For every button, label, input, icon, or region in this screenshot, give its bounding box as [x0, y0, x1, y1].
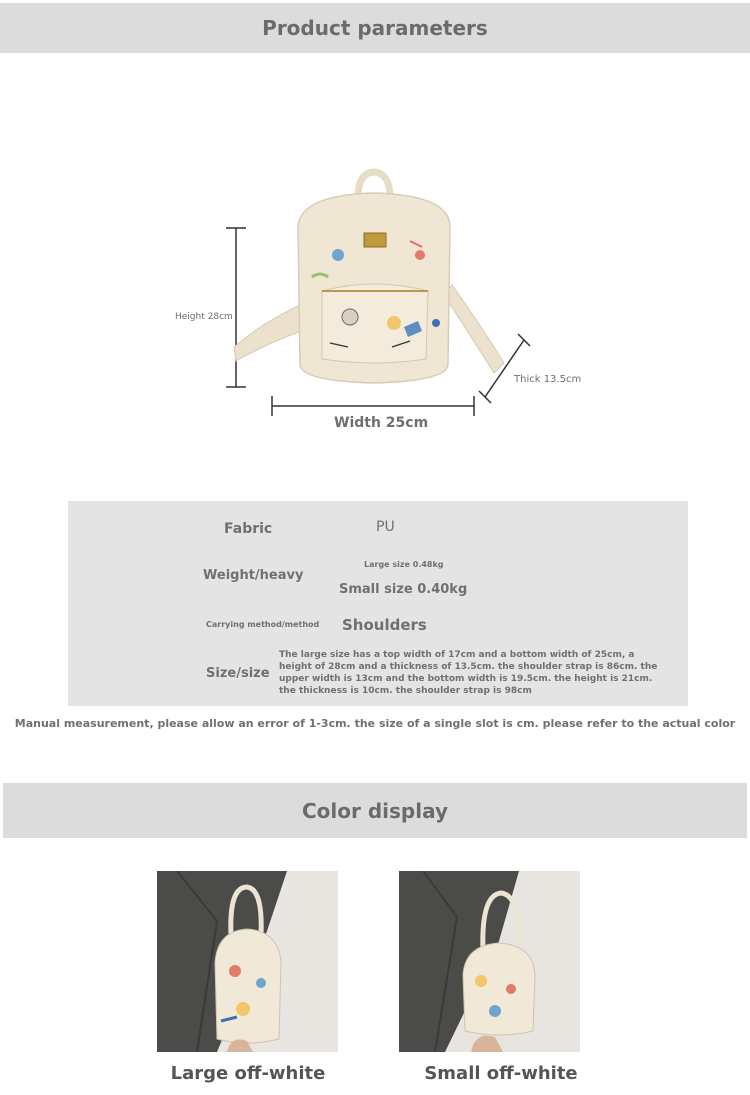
- color-name-small: Small off-white: [424, 1063, 578, 1084]
- section-title-color-display: Color display: [3, 783, 747, 838]
- carrying-value: Shoulders: [342, 616, 427, 634]
- parameters-table: [68, 501, 688, 706]
- height-dimension-line: [226, 228, 246, 387]
- size-value: The large size has a top width of 17cm and a bottom width of 25cm, a height of 28cm and a thickness of 13.5cm. the shoulder strap is 86cm. the upper width is 13cm and the bottom width is 19.5cm. the height is 21cm. the thickness is 10cm. the shoulder strap is 98cm: [279, 650, 658, 696]
- weight-small-value: Small size 0.40kg: [339, 582, 468, 597]
- carrying-label: Carrying method/method: [206, 620, 320, 629]
- color-name-large: Large off-white: [170, 1063, 326, 1084]
- weight-label: Weight/heavy: [203, 568, 304, 583]
- fabric-label: Fabric: [224, 521, 273, 537]
- width-label: Width 25cm: [334, 415, 429, 431]
- backpack-image: [234, 172, 504, 383]
- height-label: Height 28cm: [175, 312, 233, 322]
- product-illustration: [0, 55, 750, 475]
- size-label: Size/size: [206, 666, 270, 681]
- fabric-value: PU: [376, 519, 395, 535]
- width-dimension-line: [272, 396, 474, 416]
- thickness-label: Thick 13.5cm: [514, 374, 582, 385]
- color-photo-large: [157, 871, 338, 1052]
- measurement-note: Manual measurement, please allow an error of 1-3cm. the size of a single slot is cm. please refer to the actual color: [14, 717, 736, 730]
- color-photo-small: [399, 871, 580, 1052]
- section-title-product-parameters: Product parameters: [0, 3, 750, 53]
- weight-large-value: Large size 0.48kg: [364, 560, 444, 569]
